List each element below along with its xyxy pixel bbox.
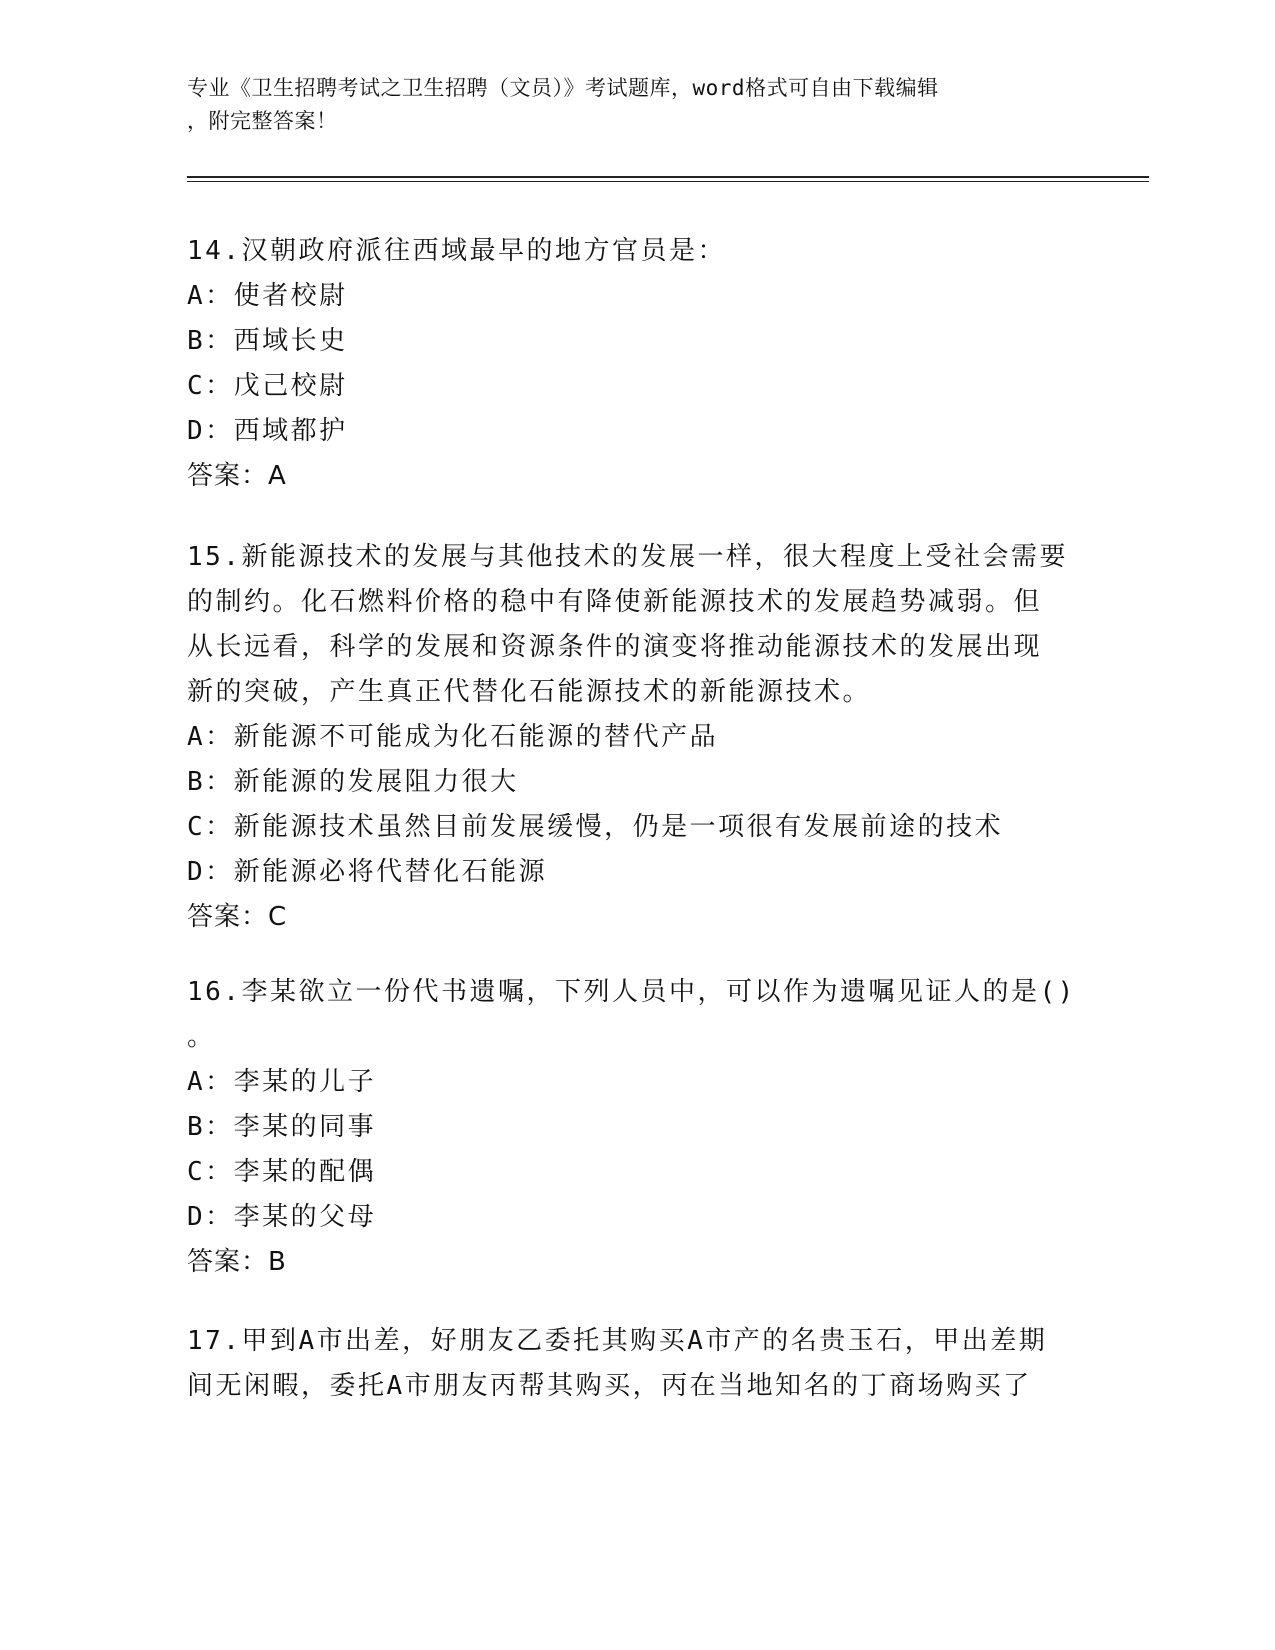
question-14 [187,229,1087,499]
option-d: D：新能源必将代替化石能源 [187,857,548,887]
option-b: B：西域长史 [187,326,348,356]
option-d: D：李某的父母 [187,1202,377,1232]
question-stem-line: 间无闲暇，委托A市朋友丙帮其购买，丙在当地知名的丁商场购买了 [187,1371,1032,1401]
answer: 答案：A [187,461,287,491]
header-divider-thick [187,176,1149,178]
question-17 [187,1319,1087,1409]
option-c: C：戊己校尉 [187,371,348,401]
header-divider-thin [187,181,1149,182]
option-b: B：李某的同事 [187,1112,377,1142]
question-stem-line: 17.甲到A市出差，好朋友乙委托其购买A市产的名贵玉石，甲出差期 [187,1326,1048,1356]
option-c: C：李某的配偶 [187,1157,377,1187]
question-stem-line: 14.汉朝政府派往西域最早的地方官员是： [187,236,726,266]
document-header [187,72,1067,138]
question-stem-line: 的制约。化石燃料价格的稳中有降使新能源技术的发展趋势减弱。但 [187,587,1043,617]
option-b: B：新能源的发展阻力很大 [187,767,519,797]
answer: 答案：B [187,1247,287,1277]
answer: 答案：C [187,902,288,932]
question-15 [187,535,1087,940]
question-stem-line: 从长远看，科学的发展和资源条件的演变将推动能源技术的发展出现 [187,632,1043,662]
question-stem-line: 新的突破，产生真正代替化石能源技术的新能源技术。 [187,677,872,707]
option-c: C：新能源技术虽然目前发展缓慢，仍是一项很有发展前途的技术 [187,812,1004,842]
option-a: A：新能源不可能成为化石能源的替代产品 [187,722,719,752]
header-line-1: 专业《卫生招聘考试之卫生招聘（文员）》考试题库，word格式可自由下载编辑 [187,76,939,100]
option-a: A：李某的儿子 [187,1067,377,1097]
question-16 [187,970,1087,1285]
question-stem-line: 15.新能源技术的发展与其他技术的发展一样，很大程度上受社会需要 [187,542,1068,572]
option-a: A：使者校尉 [187,281,348,311]
header-line-2: ，附完整答案！ [187,109,338,133]
option-d: D：西域都护 [187,416,348,446]
question-stem-line: 。 [187,1022,216,1052]
question-stem-line: 16.李某欲立一份代书遗嘱，下列人员中，可以作为遗嘱见证人的是() [187,977,1076,1007]
